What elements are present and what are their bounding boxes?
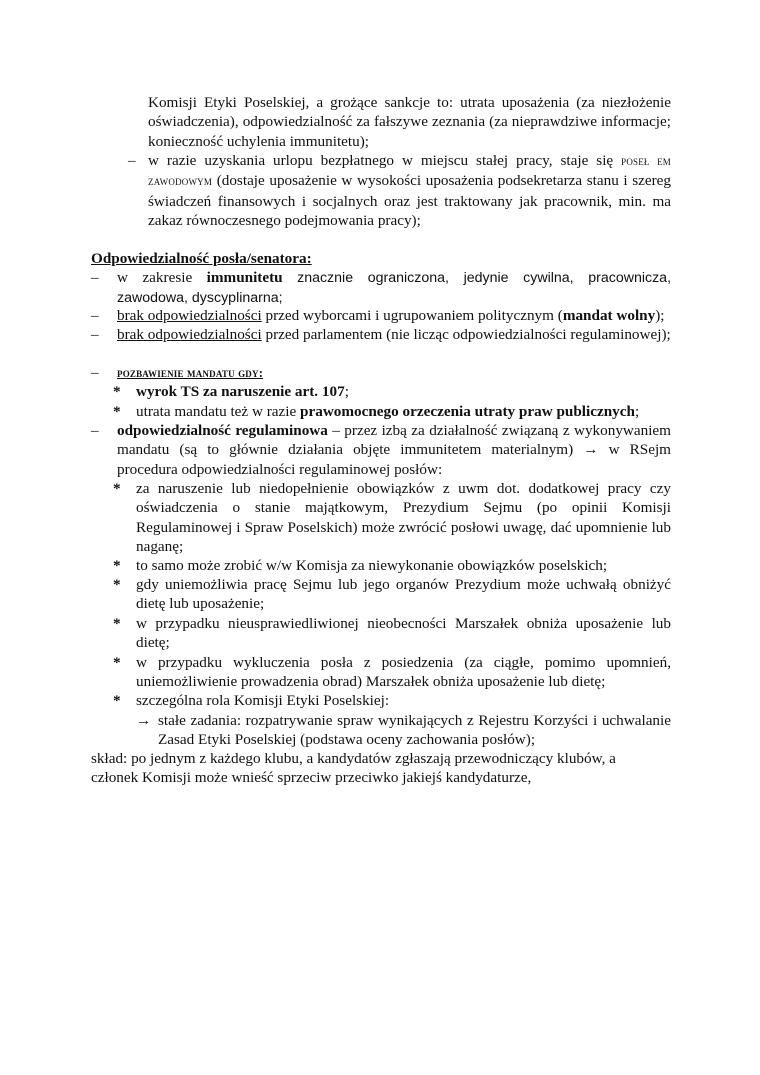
- closing-line-2: członek Komisji może wnieść sprzeciw przeciwko jakiejś kandydaturze,: [91, 769, 532, 786]
- list-item-wyborcy: brak odpowiedzialności przed wyborcami i ugrupowaniem politycznym (mandat wolny);: [117, 307, 665, 324]
- dash-marker: –: [91, 422, 99, 439]
- intro-paragraph: [148, 93, 671, 151]
- sub-item-prezydium: gdy uniemożliwia pracę Sejmu lub jego organów Prezydium może uchwałą obniżyć dietę lub uposażenie;: [136, 576, 671, 613]
- closing-line-1: skład: po jednym z każdego klubu, a kandydatów zgłaszają przewodniczący klubów, a: [91, 750, 616, 767]
- star-marker: *: [113, 692, 121, 709]
- star-marker: *: [113, 403, 121, 420]
- star-marker: *: [113, 615, 121, 632]
- star-marker: *: [113, 654, 121, 671]
- arrow-marker: →: [136, 712, 152, 729]
- list-item-immunitet: w zakresie immunitetu znacznie ograniczona, jedynie cywilna, pracownicza, zawodowa, dyscyplinarna;: [117, 269, 672, 307]
- sub-item-komisja: to samo może zrobić w/w Komisja za niewykonanie obowiązków poselskich;: [136, 557, 608, 574]
- dash-marker: –: [91, 364, 99, 381]
- star-marker: *: [113, 383, 121, 400]
- list-item-pozbawienie: pozbawienie mandatu gdy:: [117, 366, 264, 380]
- list-item-parlament: brak odpowiedzialności przed parlamentem (nie licząc odpowiedzialności regulaminowej);: [117, 326, 671, 343]
- dash-marker: –: [91, 326, 99, 343]
- sub-item-wyrok-ts: wyrok TS za naruszenie art. 107;: [136, 383, 349, 400]
- star-marker: *: [113, 480, 121, 497]
- sub-item-naruszenie: za naruszenie lub niedopełnienie obowiązków z uwm dot. dodatkowej pracy czy oświadczenia o stanie majątkowym, Prezydium Sejmu (po opinii Komisji Regulaminowej i Spraw Poselskich) może zwrócić posłowi uwagę, dać upomnienie lub naganę;: [136, 480, 671, 555]
- dash-marker: –: [91, 307, 99, 324]
- sub-item-utrata-praw: utrata mandatu też w razie prawomocnego orzeczenia utraty praw publicznych;: [136, 403, 640, 420]
- intro-dash-marker: –: [128, 152, 136, 169]
- star-marker: *: [113, 557, 121, 574]
- list-item-regulaminowa: odpowiedzialność regulaminowa – przez izbą za działalność związaną z wykonywaniem mandatu (są to głównie działania objęte immunitetem materialnym) → w RSejm procedura odpowiedzialności regulaminowej posłów:: [117, 422, 671, 478]
- sub-item-nieobecnosc: w przypadku nieusprawiedliwionej nieobecności Marszałek obniża uposażenie lub dietę;: [136, 615, 671, 652]
- intro-list-item: w razie uzyskania urlopu bezpłatnego w miejscu stałej pracy, staje się poseł em zawodowym (dostaje uposażenie w wysokości uposażenia podsekretarza stanu i szereg świadczeń finansowych i socjalnych oraz jest traktowany jak pracownik, min. ma zakaz równoczesnego podejmowania pracy);: [148, 152, 672, 229]
- dash-marker: –: [91, 269, 99, 286]
- arrow-item-zadania: stałe zadania: rozpatrywanie spraw wynikających z Rejestru Korzyści i uchwalanie Zasad Etyki Poselskiej (podstawa oceny zachowania posłów);: [158, 712, 671, 749]
- sub-item-komisja-etyki: szczególna rola Komisji Etyki Poselskiej:: [136, 692, 390, 709]
- posel-zawodowy-term: poseł em zawodowym: [148, 154, 672, 189]
- intro-paragraph-text: Komisji Etyki Poselskiej, a grożące sankcje to: utrata uposażenia (za niezłożenie oświadczenia), odpowiedzialność za fałszywe zeznania (za nieprawdziwe informacje; konieczność uchylenia immunitetu);: [148, 94, 671, 150]
- star-marker: *: [113, 576, 121, 593]
- sub-item-wykluczenie: w przypadku wykluczenia posła z posiedzenia (za ciągłe, pomimo upomnień, uniemożliwienie prowadzenia obrad) Marszałek obniża uposażenie lub dietę;: [136, 654, 671, 691]
- section-heading: Odpowiedzialność posła/senatora:: [91, 250, 312, 267]
